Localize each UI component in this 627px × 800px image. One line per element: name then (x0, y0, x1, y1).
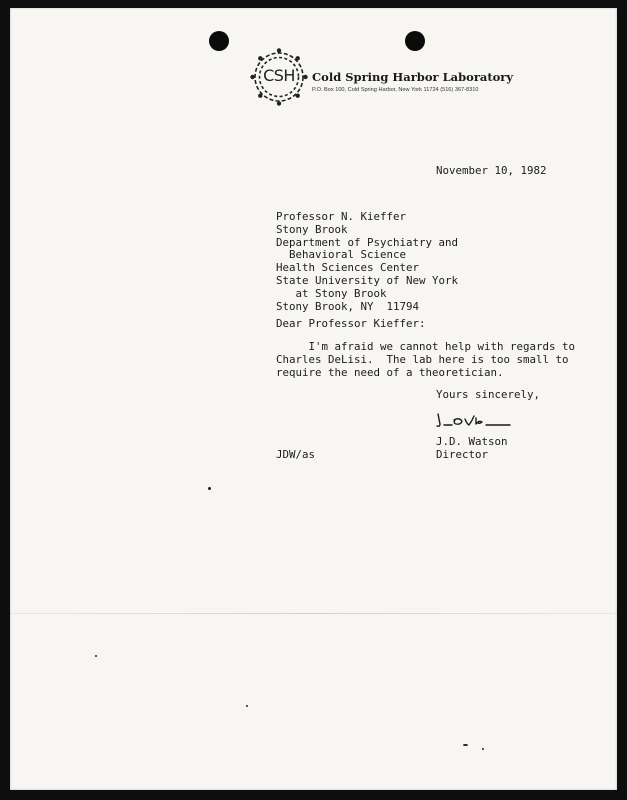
signer-title: Director (436, 447, 489, 461)
letterhead (248, 46, 548, 116)
recipient-address (276, 211, 458, 313)
paper-fold-line (10, 613, 617, 614)
organization-address: P.O. Box 100, Cold Spring Harbor, New York 11724 (516) 367-8310 (312, 87, 479, 93)
body-line: require the need of a theoretician. (276, 365, 504, 379)
letter-body (276, 341, 575, 379)
paper-speck (95, 655, 97, 657)
signer-name: J.D. Watson (436, 435, 508, 448)
paper-speck (482, 748, 484, 750)
organization-name: Cold Spring Harbor Laboratory (312, 70, 514, 84)
paper-speck (463, 744, 468, 746)
salutation: Dear Professor Kieffer: (276, 317, 426, 330)
recipient-line: Stony Brook (276, 222, 348, 236)
recipient-line: at Stony Brook (276, 286, 387, 300)
body-line: Charles DeLisi. The lab here is too small to (276, 352, 569, 366)
handwritten-signature (434, 410, 514, 430)
letter-page (10, 8, 617, 790)
recipient-line: Department of Psychiatry and (276, 235, 459, 249)
recipient-line: Behavioral Science (276, 248, 407, 262)
logo-lettering: CSH (263, 66, 295, 85)
signer-block (436, 436, 508, 462)
letter-date: November 10, 1982 (436, 164, 547, 177)
closing: Yours sincerely, (436, 388, 541, 401)
recipient-line: State University of New York (276, 273, 459, 287)
recipient-line: Stony Brook, NY 11794 (276, 299, 420, 313)
paper-speck (246, 705, 248, 707)
recipient-line: Health Sciences Center (276, 261, 420, 275)
paper-speck (208, 487, 211, 490)
punch-hole-left (209, 31, 229, 51)
body-line: I'm afraid we cannot help with regards to (276, 340, 576, 353)
recipient-line: Professor N. Kieffer (276, 210, 407, 223)
reference-initials: JDW/as (276, 448, 316, 461)
